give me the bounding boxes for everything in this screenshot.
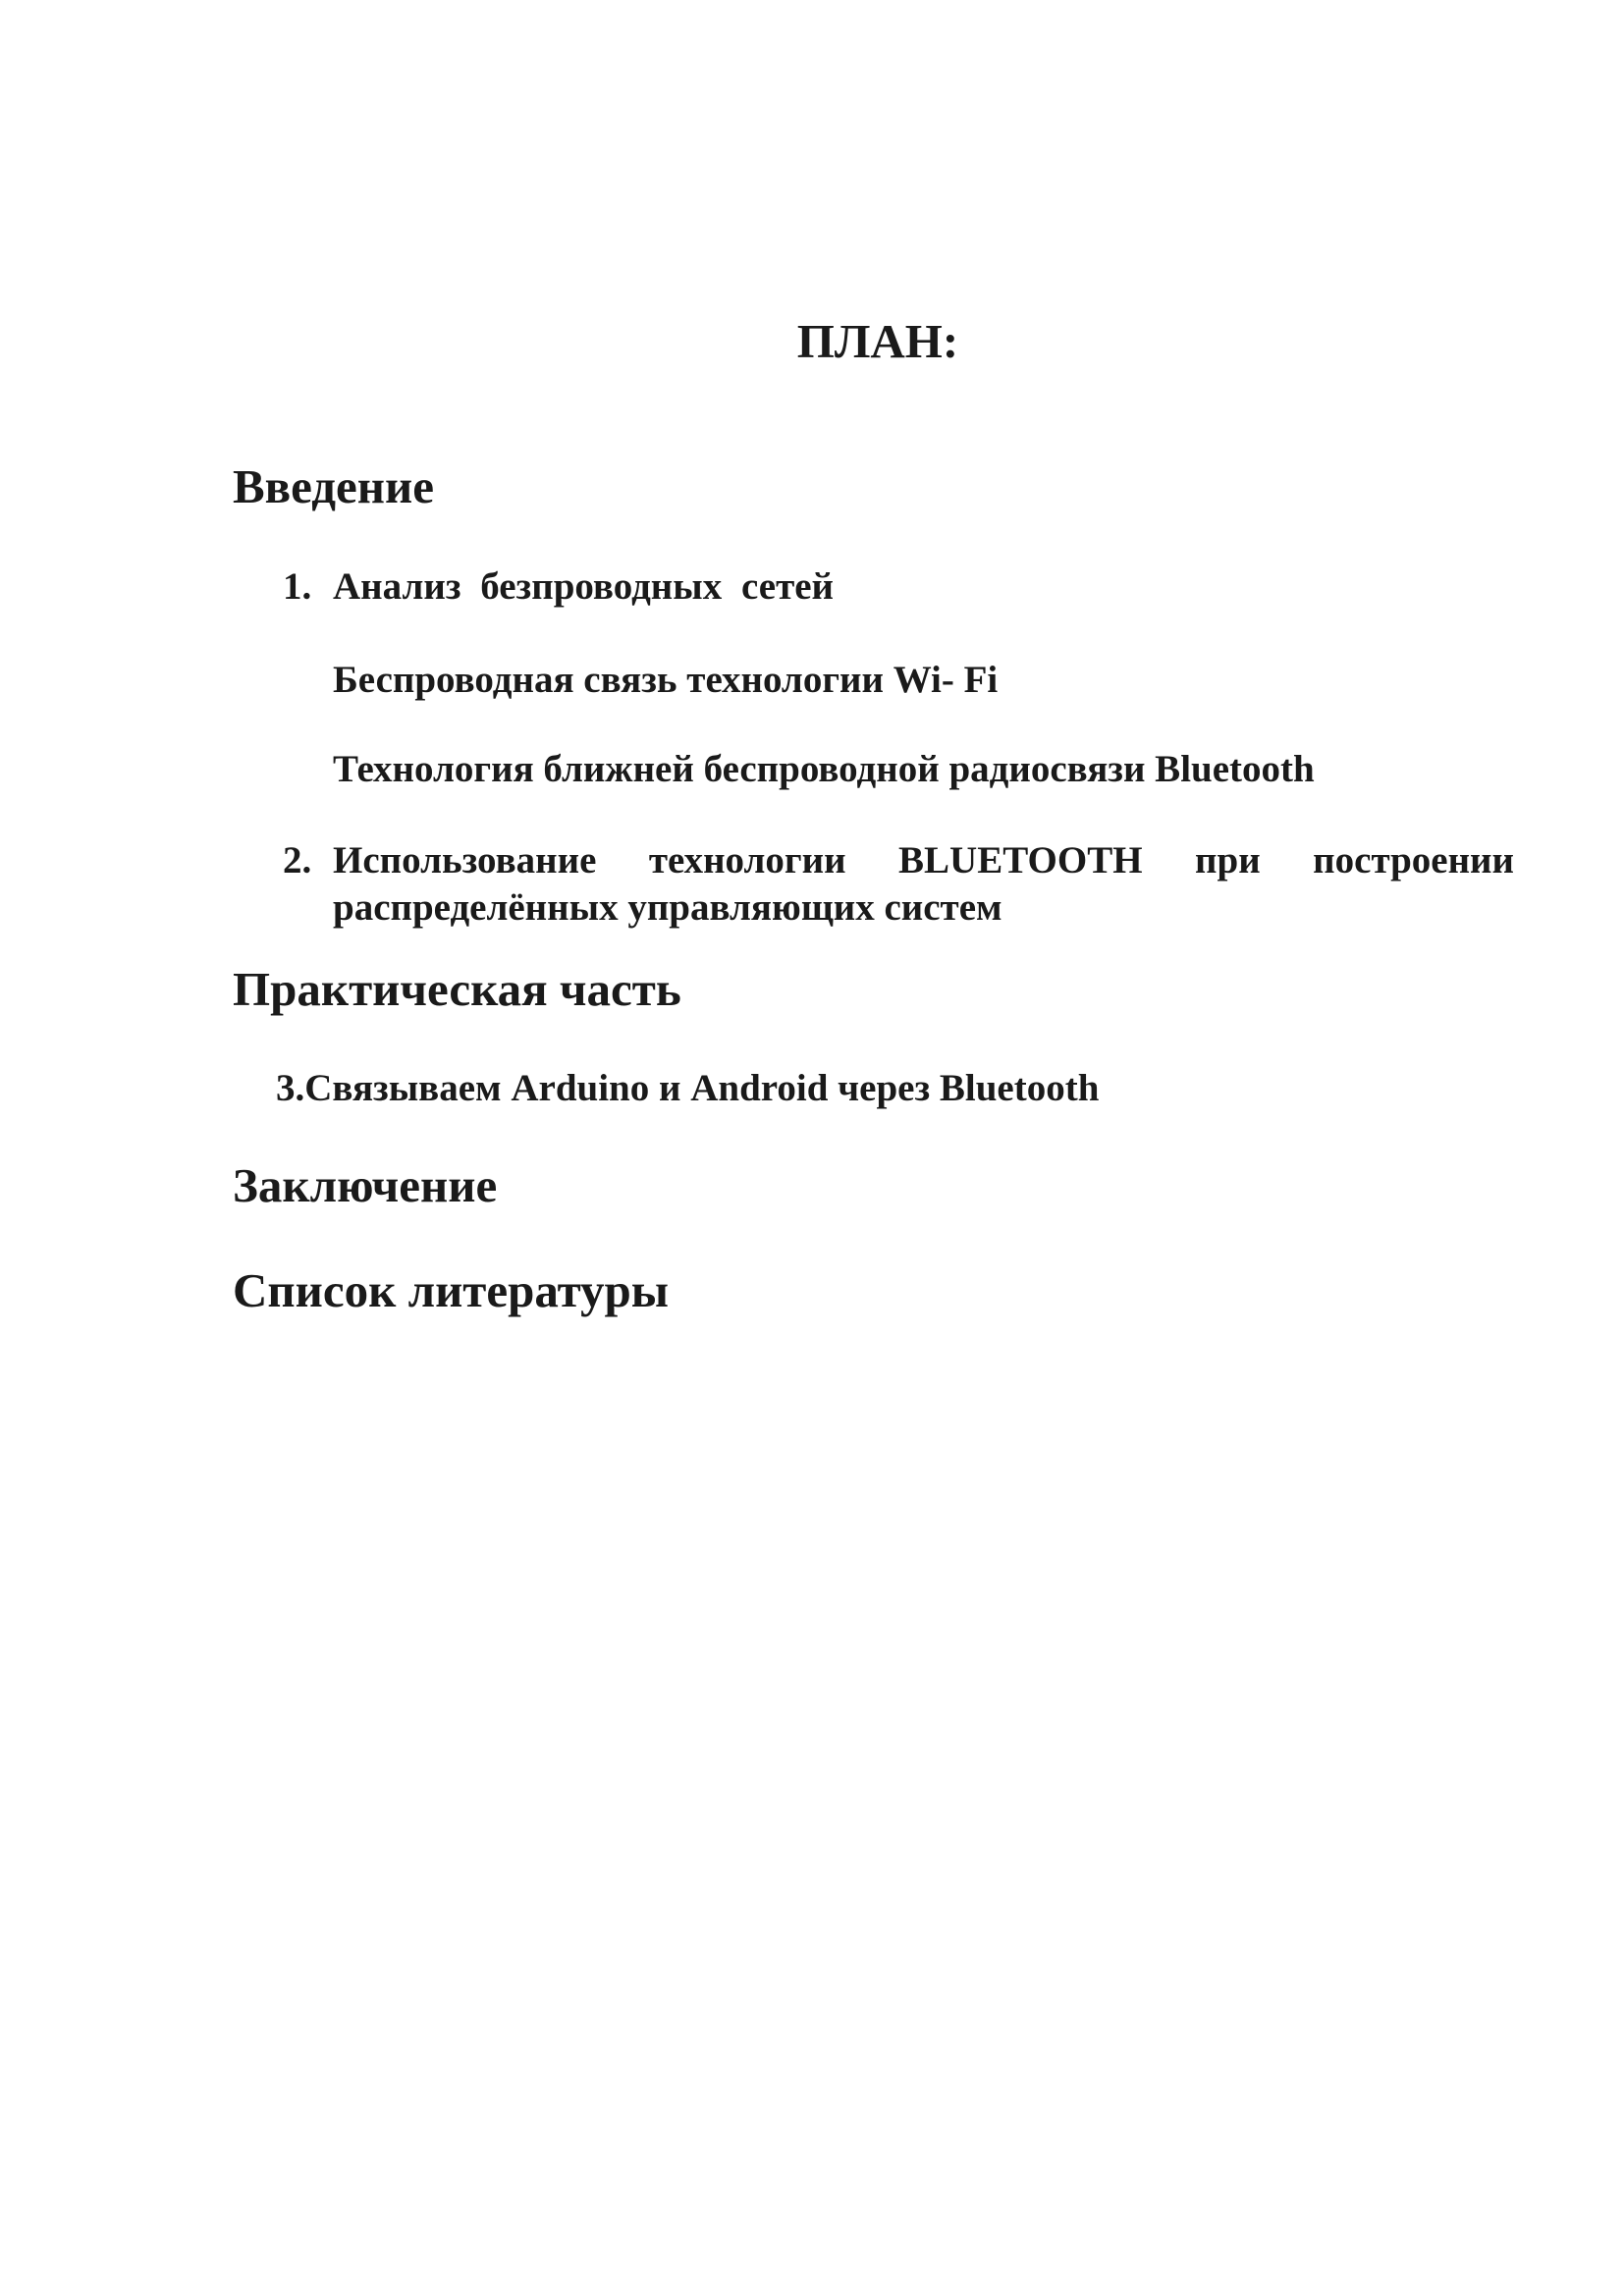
section-2-title-line-2: распределённых управляющих систем xyxy=(333,886,1002,929)
section-1-number: 1. xyxy=(283,565,312,608)
heading-conclusion: Заключение xyxy=(233,1158,498,1212)
section-1-title: Анализ безпроводных сетей xyxy=(333,565,835,608)
subsection-wifi: Беспроводная связь технологии Wi- Fi xyxy=(333,659,999,701)
subsection-bluetooth: Технология ближней беспроводной радиосвязи Bluetooth xyxy=(333,748,1315,790)
heading-references: Список литературы xyxy=(233,1263,670,1317)
section-2-title-line-1: Использование технологии BLUETOOTH при построении xyxy=(333,839,1514,881)
section-2-number: 2. xyxy=(283,839,312,881)
heading-introduction: Введение xyxy=(233,459,434,513)
plan-title: ПЛАН: xyxy=(796,314,959,368)
section-2-title xyxy=(333,837,1514,932)
heading-practical-part: Практическая часть xyxy=(233,962,681,1016)
section-3-title: 3.Связываем Arduino и Android через Bluetooth xyxy=(276,1067,1100,1109)
